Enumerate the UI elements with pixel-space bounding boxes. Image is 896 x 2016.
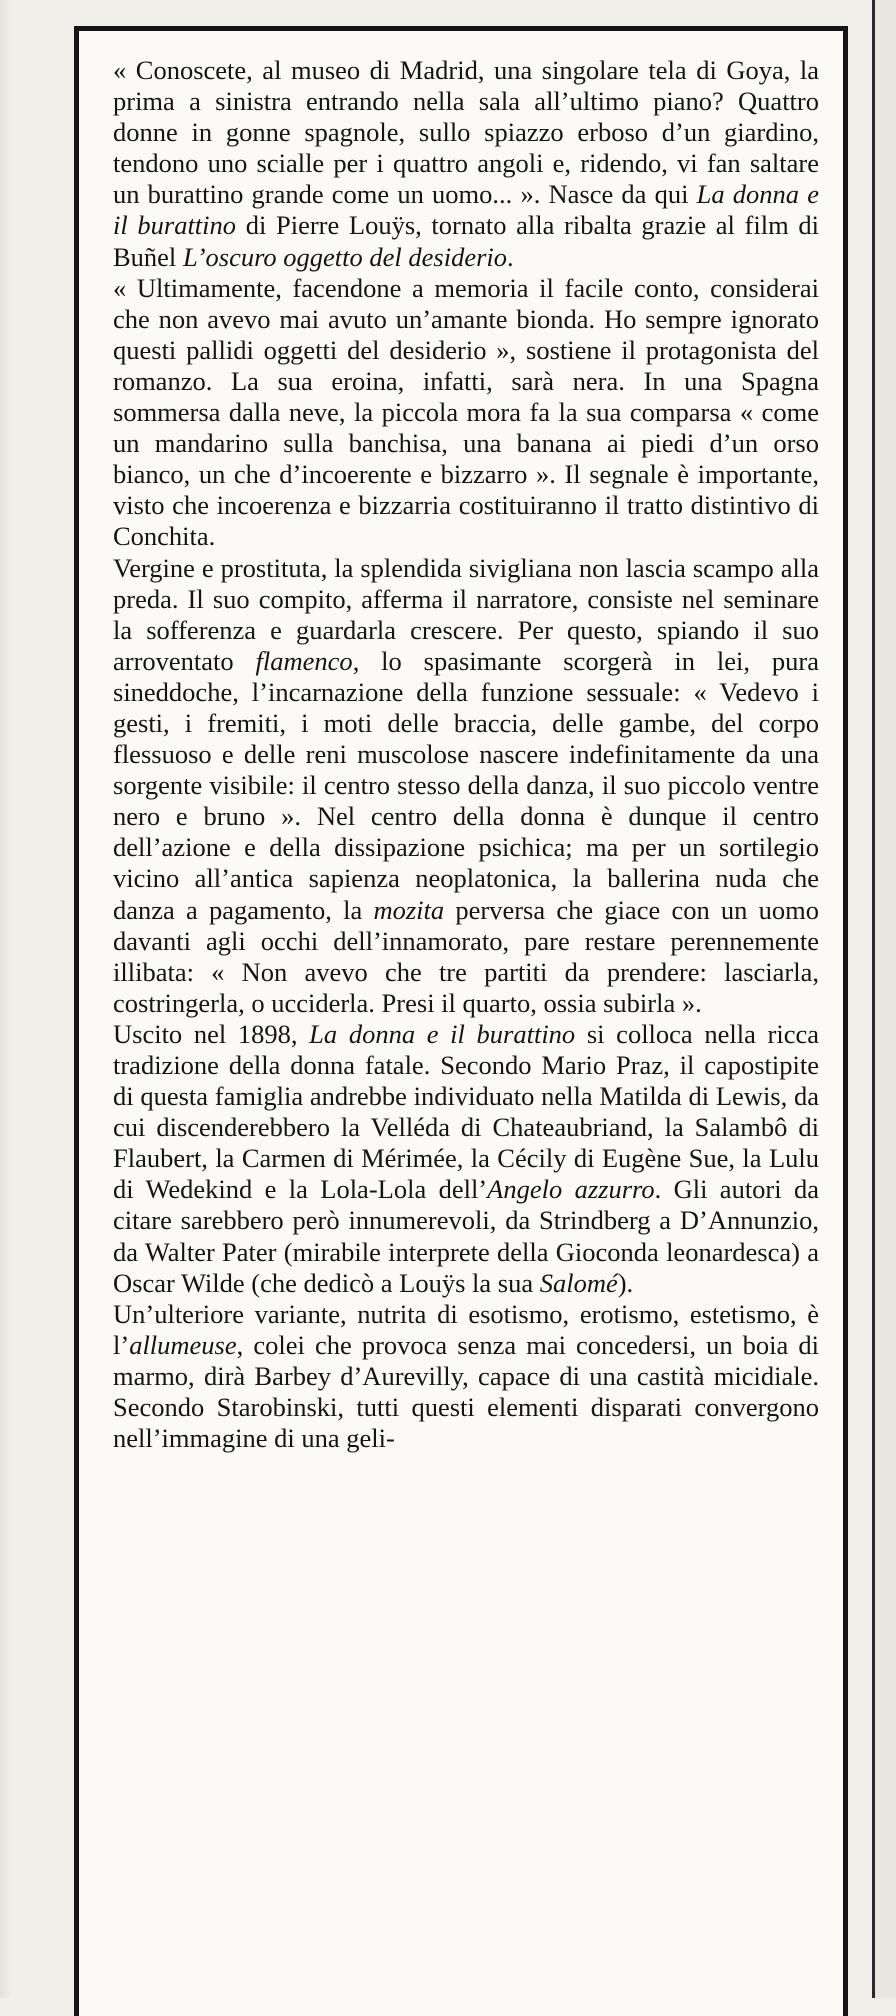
adjacent-page-strip (872, 0, 896, 1998)
text-run: . Gli autori da citare sarebbero però innumerevoli, da Strindberg a D’Annunzio, da Walter Pater (mirabile interprete della Gioconda leonardesca) a Oscar Wilde (che dedicò a Louÿs la sua (113, 1174, 819, 1298)
text-run: Vergine e prostituta, la splendida sivigliana non lascia scampo alla preda. Il suo compito, afferma il narratore, consiste nel seminare la sofferenza e guardarla crescere. Per questo, spiando il suo arroventato (113, 552, 819, 676)
italic-title: La donna e il burattino (309, 1018, 576, 1049)
italic-title: allumeuse (129, 1329, 237, 1360)
italic-title: Angelo azzurro (487, 1174, 655, 1205)
text-run: di Pierre Louÿs, tornato alla ribalta grazie al film di Buñel (113, 210, 819, 272)
text-run: ). (617, 1267, 634, 1298)
text-run: « Ultimamente, facendone a memoria il facile conto, considerai che non avevo mai avuto un’amante bionda. Ho sempre ignorato questi pallidi oggetti del desiderio », sostiene il protagonista del romanzo. La sua eroina, infatti, sarà nera. In una Spagna sommersa dalla neve, la piccola mora fa la sua comparsa « come un mandarino sulla banchisa, una banana ai piedi d’un orso bianco, un che d’incoerente e bizzarro ». Il segnale è importante, visto che incoerenza e bizzarria costituiranno il tratto distintivo di Conchita. (113, 272, 819, 552)
text-run: Un’ulteriore variante, nutrita di esotismo, erotismo, estetismo, è l’ (113, 1298, 819, 1360)
text-run: , colei che provoca senza mai concedersi, un boia di marmo, dirà Barbey d’Aurevilly, capace di una castità micidiale. Secondo Starobinski, tutti questi elementi disparati convergono nell’immagine di una geli- (113, 1329, 819, 1454)
paragraph-2 (113, 273, 819, 553)
text-run: si colloca nella ricca tradizione della donna fatale. Secondo Mario Praz, il capostipite di questa famiglia andrebbe individuato nella Matilda di Lewis, da cui discenderebbero la Velléda di Chateaubriand, la Salambô di Flaubert, la Carmen di Mérimée, la Cécily di Eugène Sue, la Lulu di Wedekind e la Lola-Lola dell’ (113, 1018, 819, 1205)
italic-title: mozita (373, 894, 445, 925)
paragraph-4 (113, 1019, 819, 1299)
paragraph-1 (113, 55, 819, 273)
italic-title: Salomé (539, 1267, 618, 1298)
italic-title: flamenco (255, 645, 353, 676)
text-run: Uscito nel 1898, (113, 1018, 310, 1049)
body-text (113, 55, 819, 1454)
text-run: « Conoscete, al museo di Madrid, una singolare tela di Goya, la prima a sinistra entrando nella sala all’ultimo piano? Quattro donne in gonne spagnole, sullo spiazzo erboso d’un giardino, tendono uno scialle per i quattro angoli e, ridendo, vi fan saltare un burattino grande come un uomo... ». Nasce da qui (113, 55, 819, 210)
paragraph-5 (113, 1299, 819, 1454)
text-run: , lo spasimante scorgerà in lei, pura sineddoche, l’incarnazione della funzione sessuale: « Vedevo i gesti, i fremiti, i moti delle braccia, delle gambe, del corpo flessuoso e delle reni muscolose nascere indefinitamente da una sorgente visibile: il centro stesso della danza, il suo piccolo ventre nero e bruno ». Nel centro della donna è dunque il centro dell’azione e della dissipazione psichica; ma per un sortilegio vicino all’antica sapienza neoplatonica, la ballerina nuda che danza a pagamento, la (113, 645, 819, 925)
italic-title: La donna e il burattino (113, 179, 819, 241)
page-edge (0, 0, 14, 1998)
text-run: perversa che giace con un uomo davanti agli occhi dell’innamorato, pare restare perennemente illibata: « Non avevo che tre partiti da prendere: lasciarla, costringerla, o ucciderla. Presi il quarto, ossia subirla ». (113, 894, 820, 1018)
paragraph-3 (113, 553, 819, 1019)
text-run: . (507, 241, 514, 272)
italic-title: L’oscuro oggetto del desiderio (182, 241, 508, 272)
